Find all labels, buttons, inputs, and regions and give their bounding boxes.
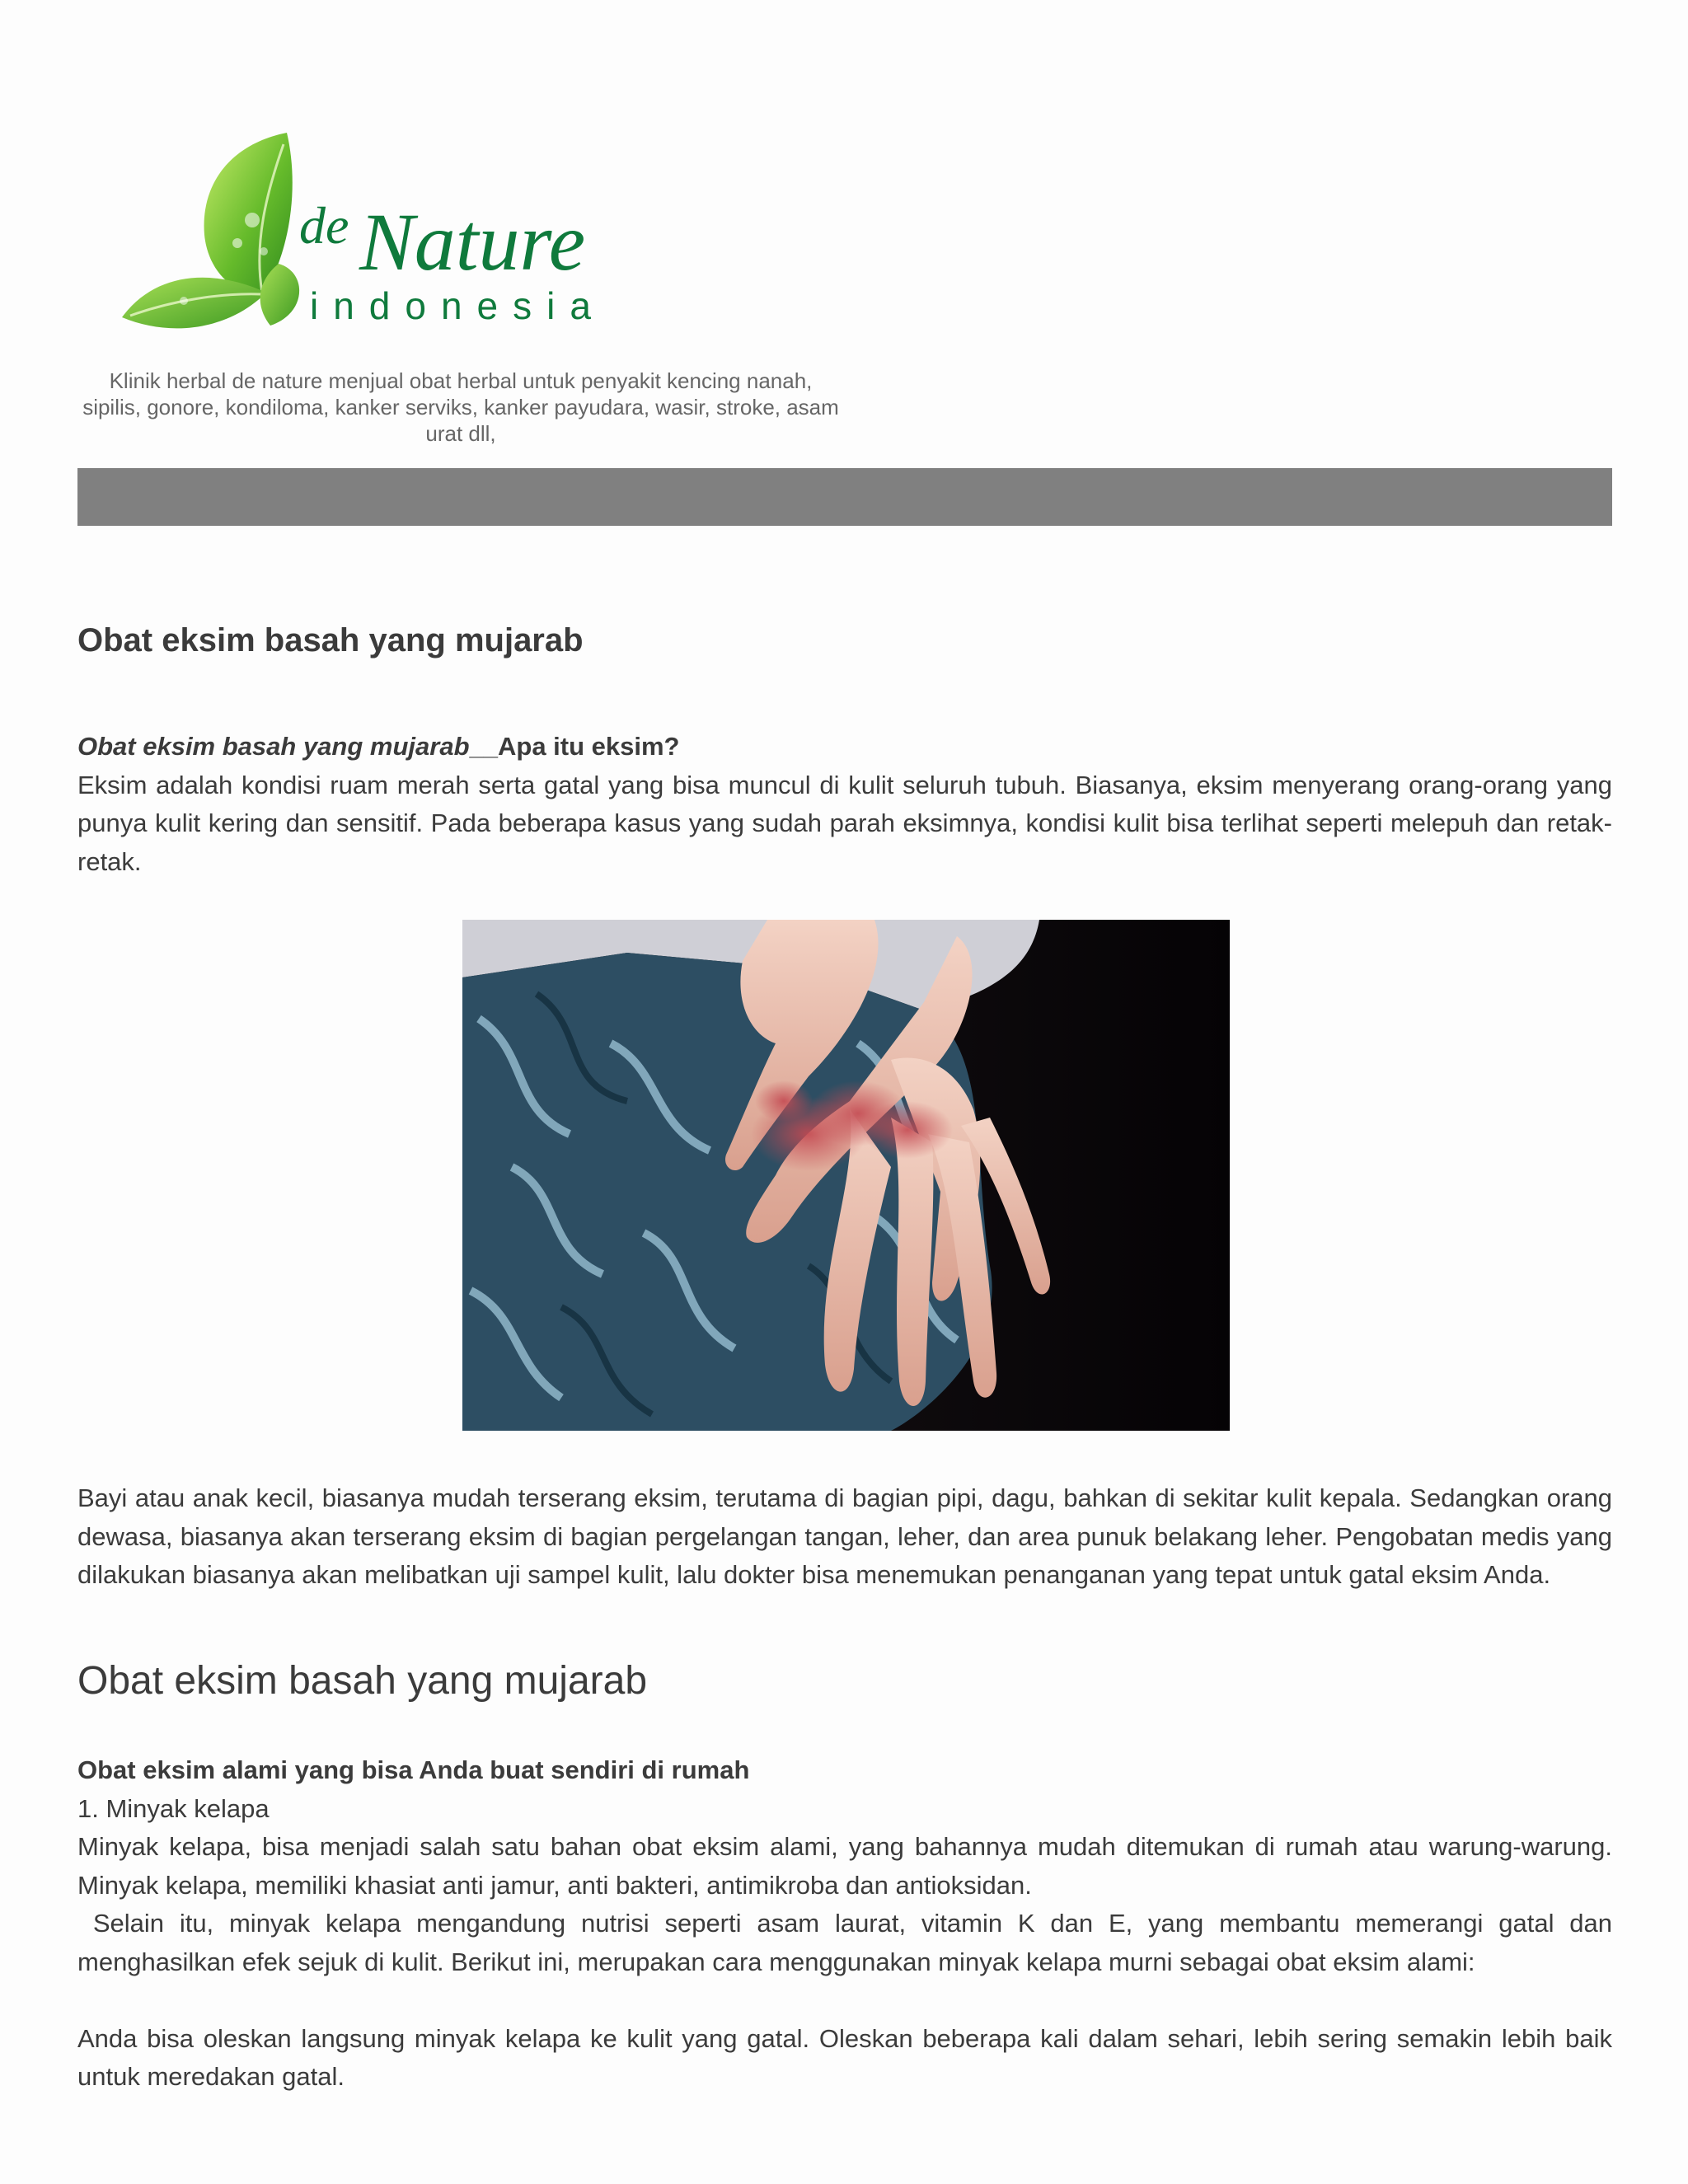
paragraph-usage: Anda bisa oleskan langsung minyak kelapa ke kulit yang gatal. Oleskan beberapa kali dalam sehari, lebih sering semakin lebih baik untuk meredakan gatal. (77, 2023, 1612, 2091)
intro-italic: Obat eksim basah yang mujarab (77, 732, 470, 761)
spacer (77, 1981, 1612, 2020)
paragraph-coconut-oil: Minyak kelapa, bisa menjadi salah satu bahan obat eksim alami, yang bahannya mudah ditemukan di rumah atau warung-warung. Minyak kelapa, memiliki khasiat anti jamur, anti bakteri, antimikroba dan antioksidan. (77, 1832, 1612, 1900)
remedies-subheading: Obat eksim alami yang bisa Anda buat sendiri di rumah (77, 1755, 750, 1784)
post-intro (77, 728, 1612, 881)
paragraph-definition: Eksim adalah kondisi ruam merah serta gatal yang bisa muncul di kulit seluruh tubuh. Biasanya, eksim menyerang orang-orang yang punya kulit kering dan sensitif. Pada beberapa kasus yang sudah parah eksimnya, kondisi kulit bisa terlihat seperti melepuh dan retak-retak. (77, 770, 1612, 876)
section-heading: Obat eksim basah yang mujarab (77, 1659, 648, 1703)
post-body-2 (77, 1751, 1620, 2097)
post-title[interactable]: Obat eksim basah yang mujarab (77, 622, 584, 658)
paragraph-affected-areas: Bayi atau anak kecil, biasanya mudah terserang eksim, terutama di bagian pipi, dagu, bahkan di sekitar kulit kepala. Sedangkan orang dewasa, biasanya akan terserang eksim di bagian pergelangan tangan, leher, dan area punuk belakang leher. Pengobatan medis yang dilakukan biasanya akan melibatkan uji sampel kulit, lalu dokter bisa menemukan penanganan yang tepat untuk gatal eksim Anda. (77, 1483, 1612, 1589)
leaf-logo-icon (122, 128, 633, 342)
eczema-hand-photo (462, 920, 1230, 1431)
intro-line (77, 728, 1612, 766)
post-body-1 (77, 1479, 1612, 1595)
paragraph-coconut-nutrients: Selain itu, minyak kelapa mengandung nutrisi seperti asam laurat, vitamin K dan E, yang membantu memerangi gatal dan menghasilkan efek sejuk di kulit. Berikut ini, merupakan cara menggunakan minyak kelapa murni sebagai obat eksim alami: (77, 1909, 1620, 1976)
logo-word-country: indonesia (310, 284, 606, 327)
list-item-coconut-oil: 1. Minyak kelapa (77, 1793, 270, 1823)
logo-word-nature: Nature (359, 196, 586, 288)
site-tagline: Klinik herbal de nature menjual obat herbal untuk penyakit kencing nanah, sipilis, gonore, kondiloma, kanker serviks, kanker payudara, wasir, stroke, asam urat dll, (82, 368, 839, 446)
site-logo[interactable] (122, 128, 633, 342)
navigation-bar[interactable] (77, 468, 1612, 526)
intro-question: __Apa itu eksim? (469, 732, 680, 761)
logo-word-de: de (299, 196, 349, 255)
